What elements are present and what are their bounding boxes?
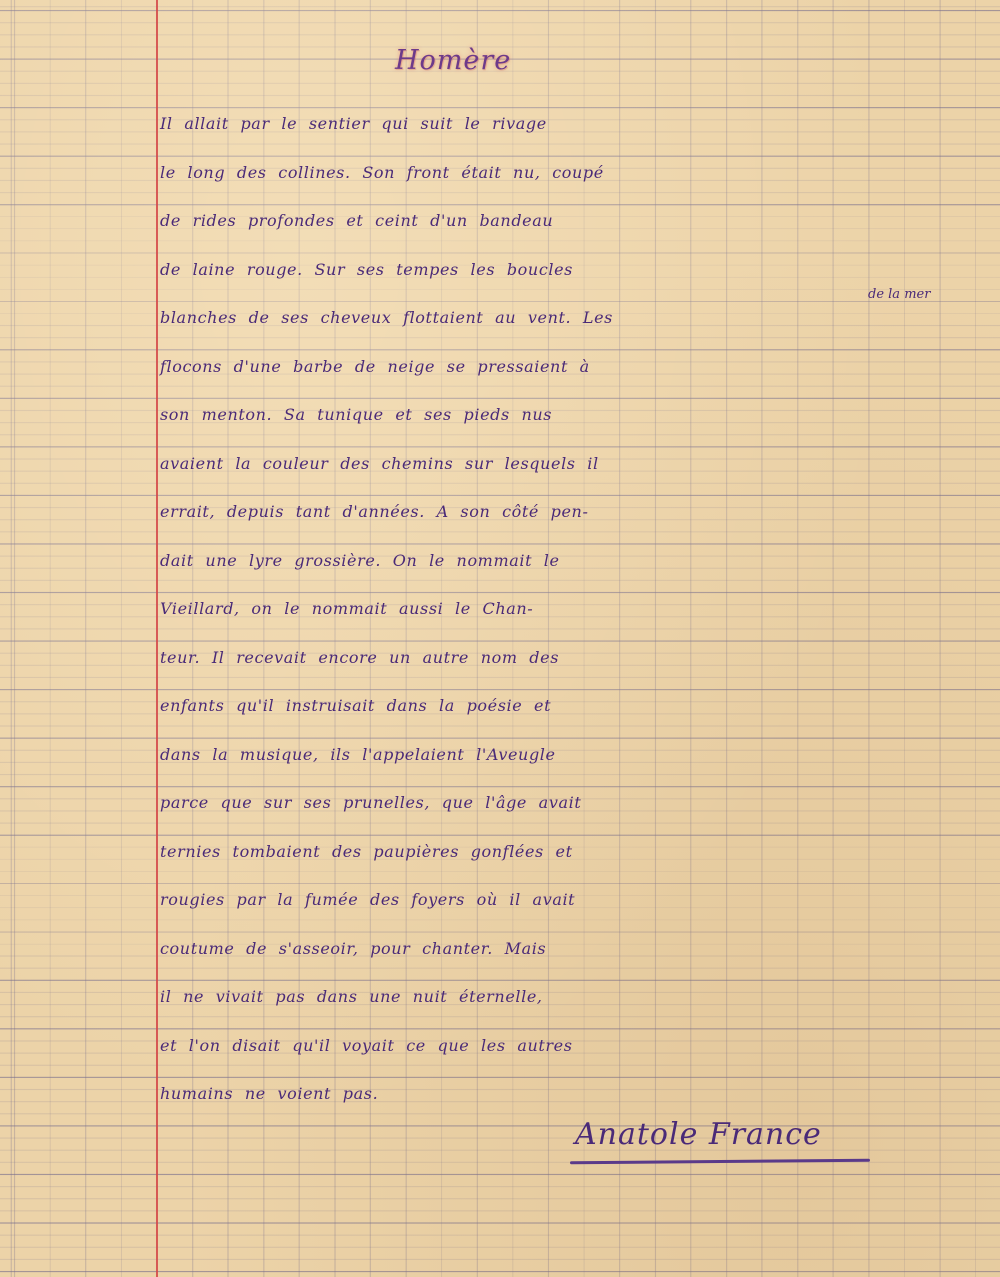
- text-line: Vieillard, on le nommait aussi le Chan-: [160, 599, 534, 618]
- text-line: il ne vivait pas dans une nuit éternelle,: [160, 987, 543, 1006]
- text-line: le long des collines. Son front était nu, coupé: [160, 162, 604, 182]
- text-line: et l'on disait qu'il voyait ce que les autres: [160, 1035, 573, 1055]
- text-line: son menton. Sa tunique et ses pieds nus: [160, 405, 553, 424]
- text-line: rougies par la fumée des foyers où il avait: [160, 890, 576, 909]
- text-line: blanches de ses cheveux flottaient au vent. Les: [160, 308, 613, 327]
- handwritten-insertion: de la mer: [868, 287, 931, 302]
- author-signature: Anatole France: [575, 1117, 822, 1152]
- handwritten-text: [160, 100, 995, 1119]
- text-line: dans la musique, ils l'appelaient l'Aveugle: [160, 744, 556, 764]
- text-line: Il allait par le sentier qui suit le rivage: [160, 114, 547, 133]
- signature-underline: [570, 1159, 870, 1165]
- margin-rule: [156, 0, 158, 1277]
- text-line: dait une lyre grossière. On le nommait le: [160, 550, 560, 570]
- text-line: enfants qu'il instruisait dans la poésie et: [160, 696, 552, 715]
- page-title: Homère: [395, 45, 512, 76]
- text-line: teur. Il recevait encore un autre nom des: [160, 647, 560, 667]
- text-line: de rides profondes et ceint d'un bandeau: [160, 211, 554, 230]
- text-line: ternies tombaient des paupières gonflées et: [160, 841, 573, 861]
- text-line: errait, depuis tant d'années. A son côté pen-: [160, 502, 589, 521]
- text-line: humains ne voient pas.: [160, 1084, 379, 1103]
- text-line: avaient la couleur des chemins sur lesquels il: [160, 453, 599, 473]
- text-line: de laine rouge. Sur ses tempes les boucles: [160, 259, 573, 279]
- text-line: flocons d'une barbe de neige se pressaient à: [160, 356, 590, 376]
- text-line: coutume de s'asseoir, pour chanter. Mais: [160, 938, 547, 958]
- text-line: parce que sur ses prunelles, que l'âge avait: [160, 793, 582, 812]
